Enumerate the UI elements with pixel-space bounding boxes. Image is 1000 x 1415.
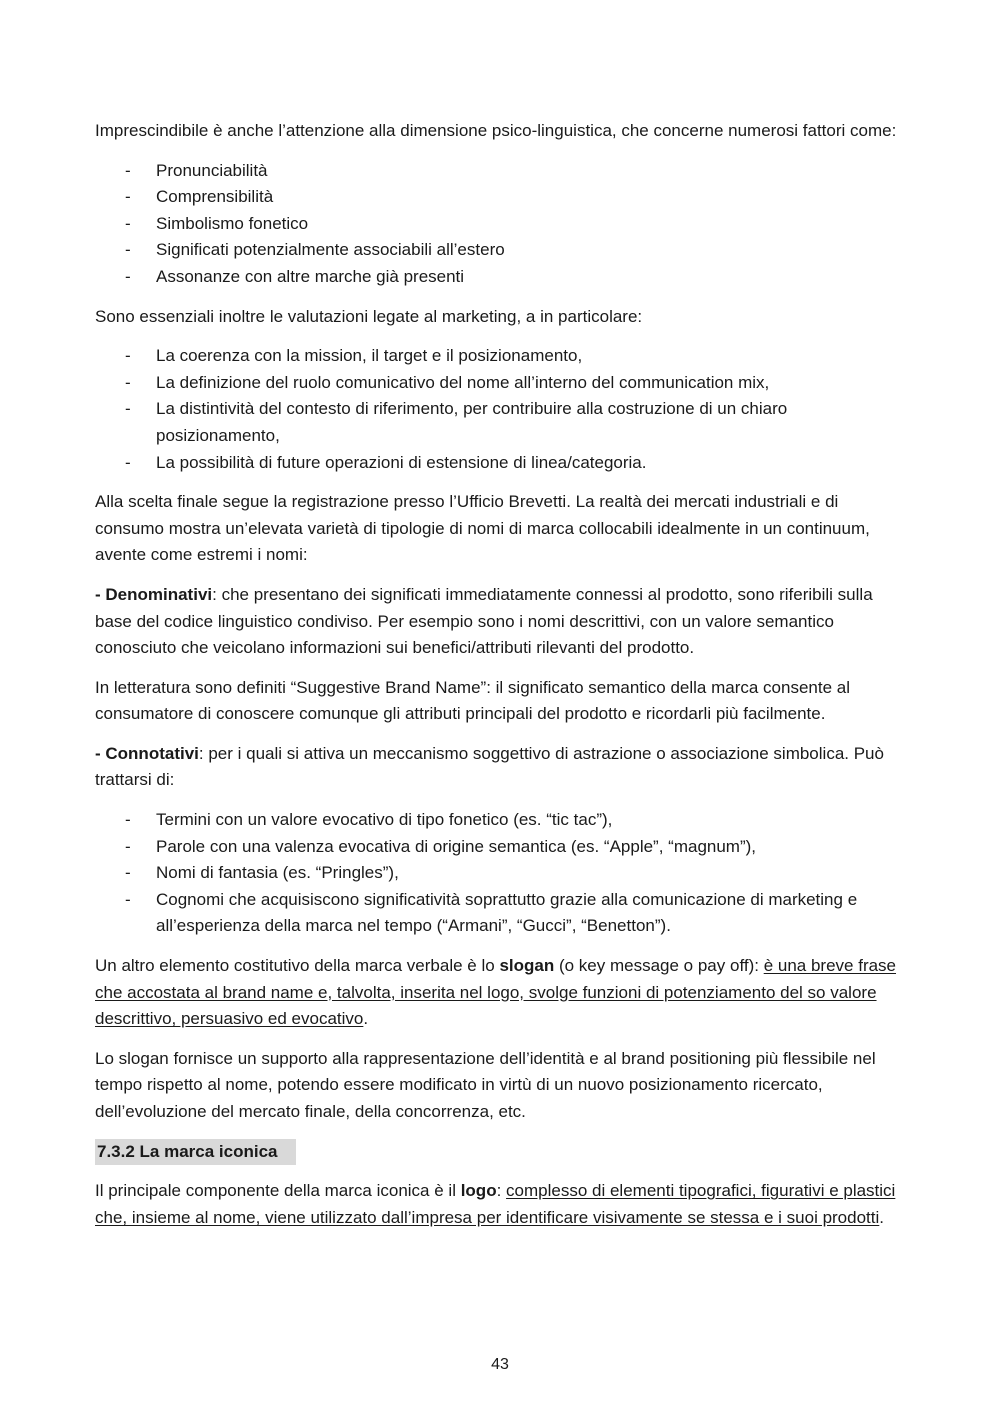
- psycholinguistic-factors-list: [95, 158, 905, 291]
- list-item: - Nomi di fantasia (es. “Pringles”),: [95, 860, 905, 887]
- connotativi-text: : per i quali si attiva un meccanismo soggettivo di astrazione o associazione simbolica. Può trattarsi di:: [95, 743, 884, 790]
- list-item: - Pronunciabilità: [95, 158, 905, 185]
- registration-paragraph: Alla scelta finale segue la registrazione presso l’Ufficio Brevetti. La realtà dei mercati industriali e di consumo mostra un’elevata varietà di tipologie di nomi di marca collocabili idealmente in un continuum, avente come estremi i nomi:: [95, 492, 870, 565]
- logo-term: logo: [460, 1181, 497, 1201]
- denominativi-text: : che presentano dei significati immediatamente connessi al prodotto, sono riferibili sulla base del codice linguistico condiviso. Per esempio sono i nomi descrittivi, con un valore semantico conosciuto che veicolano informazioni sui benefici/attributi rilevanti del prodotto.: [95, 584, 873, 658]
- slogan-definition: è una breve frase che accostata al brand name e, talvolta, inserita nel logo, svolge funzioni di potenziamento del so valore descrittivo, persuasivo ed evocativo: [95, 956, 897, 1029]
- slogan-support-paragraph: Lo slogan fornisce un supporto alla rappresentazione dell’identità e al brand positioning più flessibile nel tempo rispetto al nome, potendo essere modificato in virtù di un nuovo posizionamento ricercato, dell’evoluzione del mercato finale, della concorrenza, etc.: [95, 1048, 876, 1121]
- slogan-term: slogan: [499, 956, 555, 976]
- marketing-evaluations-list: [95, 343, 905, 476]
- logo-mid: :: [496, 1181, 507, 1201]
- denominativi-label: - Denominativi: [95, 584, 213, 604]
- connotative-types-list: [95, 807, 905, 940]
- logo-paragraph: [95, 1178, 905, 1231]
- denominativi-paragraph: [95, 582, 905, 662]
- list-item: - Termini con un valore evocativo di tipo fonetico (es. “tic tac”),: [95, 807, 905, 834]
- list-item: - La coerenza con la mission, il target e il posizionamento,: [95, 343, 905, 370]
- list-item: - Significati potenzialmente associabili all’estero: [95, 237, 905, 264]
- suggestive-paragraph: In letteratura sono definiti “Suggestive Brand Name”: il significato semantico della marca consente al consumatore di conoscere comunque gli attributi principali del prodotto e ricordarli più facilmente.: [95, 677, 850, 724]
- connotativi-paragraph: [95, 741, 905, 794]
- logo-post: .: [879, 1207, 885, 1227]
- list-item: - La definizione del ruolo comunicativo del nome all’interno del communication mix,: [95, 370, 905, 397]
- list-item: - La possibilità di future operazioni di estensione di linea/categoria.: [95, 450, 905, 477]
- section-heading: 7.3.2 La marca iconica: [95, 1139, 296, 1166]
- list-item: - Comprensibilità: [95, 184, 905, 211]
- logo-definition: complesso di elementi tipografici, figurativi e plastici che, insieme al nome, viene utilizzato dall’impresa per identificare visivamente se stessa e i suoi prodotti: [95, 1181, 896, 1227]
- list-item: - Parole con una valenza evocativa di origine semantica (es. “Apple”, “magnum”),: [95, 834, 905, 861]
- list-item: - Cognomi che acquisiscono significatività soprattutto grazie alla comunicazione di marketing e all’esperienza della marca nel tempo (“Armani”, “Gucci”, “Benetton”).: [95, 887, 905, 940]
- list-item: - La distintività del contesto di riferimento, per contribuire alla costruzione di un chiaro posizionamento,: [95, 396, 905, 449]
- slogan-pre: Un altro elemento costitutivo della marca verbale è lo: [95, 956, 500, 976]
- marketing-intro-paragraph: Sono essenziali inoltre le valutazioni legate al marketing, a in particolare:: [95, 306, 643, 326]
- list-item: - Simbolismo fonetico: [95, 211, 905, 238]
- connotativi-label: - Connotativi: [95, 743, 199, 763]
- list-item: - Assonanze con altre marche già presenti: [95, 264, 905, 291]
- intro-paragraph: Imprescindibile è anche l’attenzione alla dimensione psico-linguistica, che concerne numerosi fattori come:: [95, 121, 897, 140]
- page-number: 43: [491, 1356, 509, 1373]
- slogan-post: .: [363, 1009, 369, 1029]
- slogan-mid: (o key message o pay off):: [554, 956, 764, 976]
- logo-pre: Il principale componente della marca iconica è il: [95, 1181, 461, 1201]
- slogan-paragraph: [95, 953, 905, 1033]
